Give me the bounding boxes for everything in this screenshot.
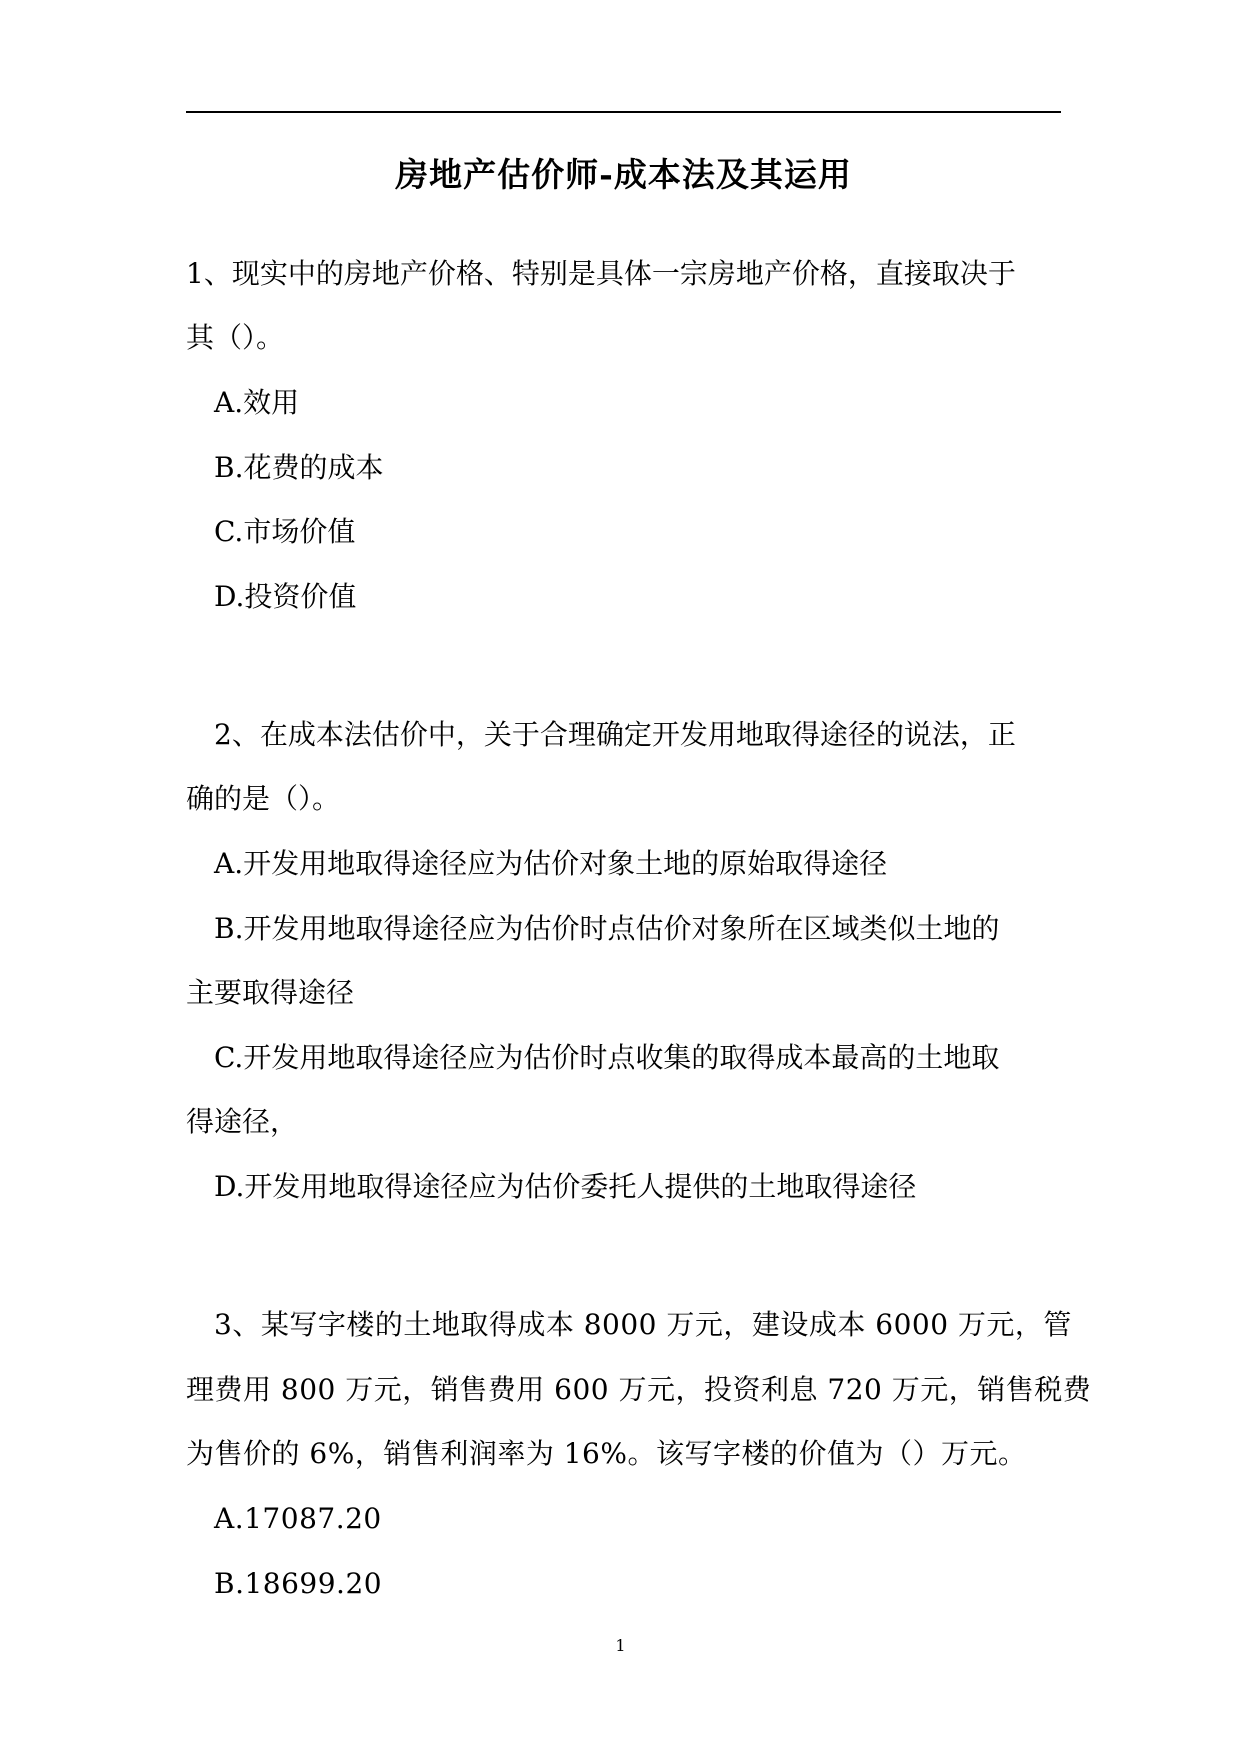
- question-2-option-d: D.开发用地取得途径应为估价委托人提供的土地取得途径: [214, 1170, 917, 1203]
- question-1-option-c: C.市场价值: [214, 515, 356, 548]
- question-2-option-b-line-2: 主要取得途径: [186, 976, 355, 1009]
- question-1-option-d: D.投资价值: [214, 580, 357, 613]
- question-2-stem-line-1: 2、在成本法估价中，关于合理确定开发用地取得途径的说法，正: [214, 718, 1016, 751]
- document-title: 房地产估价师-成本法及其运用: [395, 155, 852, 194]
- question-2-option-c-line-2: 得途径，: [186, 1105, 299, 1138]
- question-3-stem-line-3: 为售价的 6%，销售利润率为 16%。该写字楼的价值为（）万元。: [186, 1437, 1027, 1470]
- question-3-option-a: A.17087.20: [214, 1502, 382, 1535]
- question-2-option-c-line-1: C.开发用地取得途径应为估价时点收集的取得成本最高的土地取: [214, 1041, 1000, 1074]
- question-1-option-a: A.效用: [214, 386, 300, 419]
- question-2-option-a: A.开发用地取得途径应为估价对象土地的原始取得途径: [214, 847, 888, 880]
- header-rule: [186, 111, 1061, 113]
- question-1-stem-line-1: 1、现实中的房地产价格、特别是具体一宗房地产价格，直接取决于: [186, 257, 1016, 290]
- question-1-option-b: B.花费的成本: [214, 451, 384, 484]
- question-3-option-b: B.18699.20: [214, 1567, 383, 1600]
- question-1-stem-line-2: 其（）。: [186, 321, 285, 354]
- question-3-stem-line-2: 理费用 800 万元，销售费用 600 万元，投资利息 720 万元，销售税费: [186, 1373, 1092, 1406]
- question-2-option-b-line-1: B.开发用地取得途径应为估价时点估价对象所在区域类似土地的: [214, 912, 1000, 945]
- question-2-stem-line-2: 确的是（）。: [186, 782, 341, 815]
- page-number: 1: [615, 1636, 626, 1655]
- question-3-stem-line-1: 3、某写字楼的土地取得成本 8000 万元，建设成本 6000 万元，管: [214, 1308, 1072, 1341]
